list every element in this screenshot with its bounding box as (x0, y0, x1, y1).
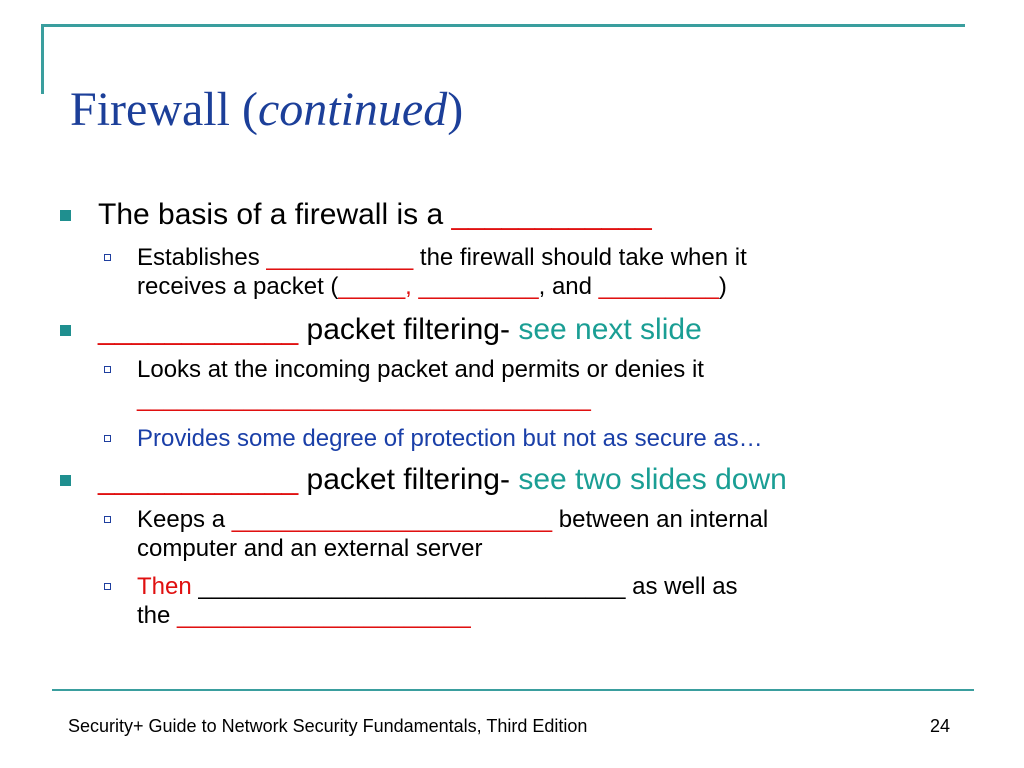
decorative-vertical-line (41, 24, 44, 94)
slide-title: Firewall (continued) (70, 83, 464, 136)
hollow-square-bullet-icon (104, 366, 111, 373)
hollow-square-bullet-icon (104, 583, 111, 590)
link-see-next-slide: see next slide (518, 313, 702, 346)
hollow-square-bullet-icon (104, 254, 111, 261)
page-number: 24 (930, 716, 951, 736)
footer-divider (52, 689, 974, 691)
square-bullet-icon (60, 325, 71, 336)
hollow-square-bullet-icon (104, 516, 111, 523)
hollow-square-bullet-icon (104, 435, 111, 442)
link-see-two-slides-down: see two slides down (518, 463, 787, 496)
decorative-top-line (41, 24, 965, 27)
square-bullet-icon (60, 475, 71, 486)
footer-book-title: Security+ Guide to Network Security Fundamentals, Third Edition (68, 716, 588, 736)
square-bullet-icon (60, 210, 71, 221)
